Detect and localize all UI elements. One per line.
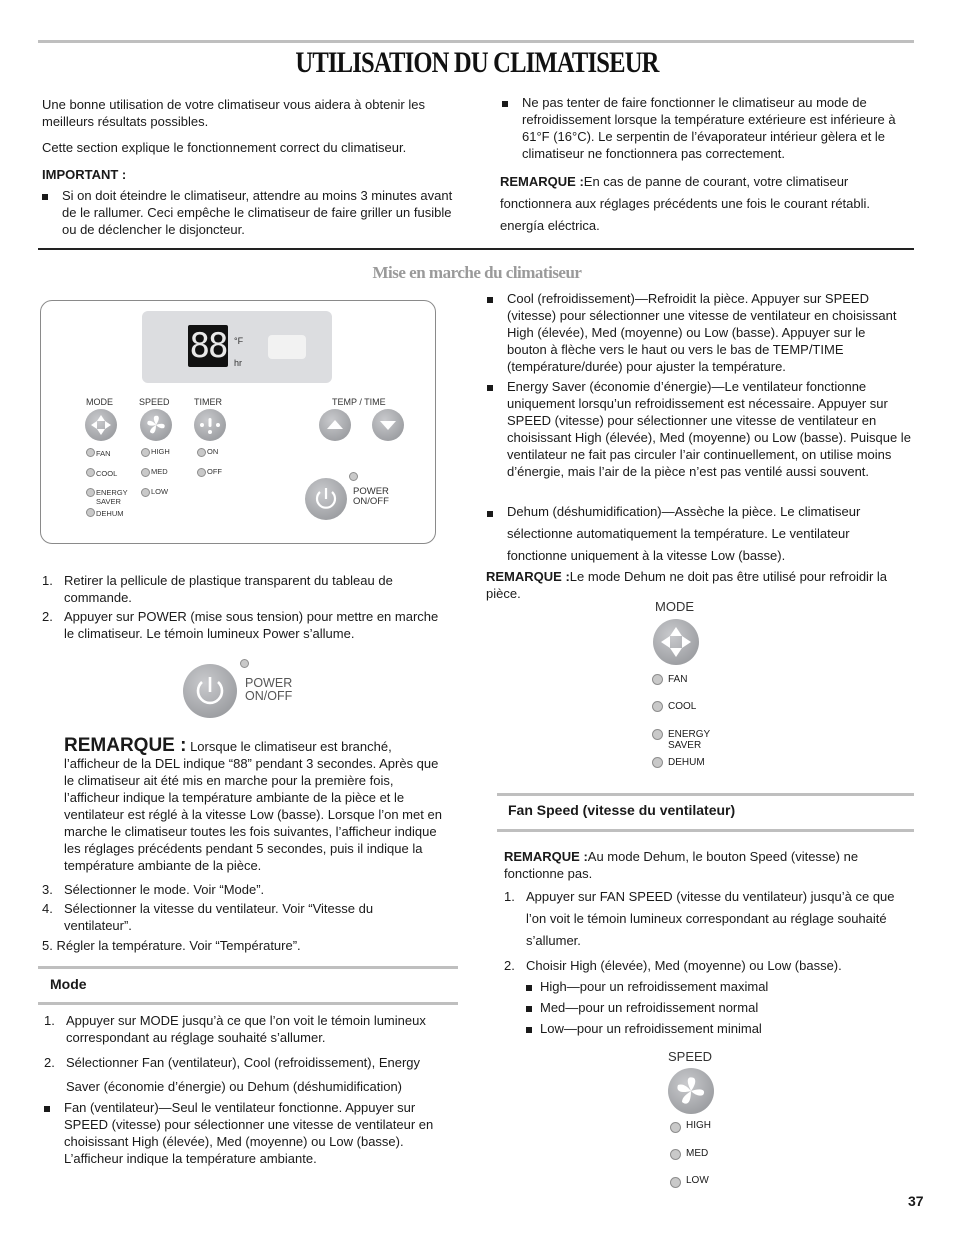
mode-option-fan: FAN [96,449,111,458]
high-speed-bullet: High—pour un refroidissement maximal [526,978,896,995]
speed-button[interactable] [140,409,172,441]
fan-speed-step-2: 2. Choisir High (élevée), Med (moyenne) ou Low (basse). [504,958,842,973]
timer-label: TIMER [194,397,222,407]
timer-off-led [197,468,206,477]
bullet-icon [526,1006,532,1012]
power-icon [183,664,237,718]
speed-option-med: MED [151,467,168,476]
intro-paragraph-2: Cette section explique le fonctionnement correct du climatiseur. [42,140,407,155]
fan-speed-bottom-rule [497,829,914,832]
unit-fahrenheit: °F [234,336,244,346]
dehum-led [86,508,95,517]
fan-speed-step-1: 1. Appuyer sur FAN SPEED (vitesse du ventilateur) jusqu’à ce que l’on voit le témoin lumineux correspondant au réglage souhaité s’allumer. [504,889,895,948]
step-1: 1. Retirer la pellicule de plastique transparent du tableau de commande. [42,573,393,605]
mode-label: MODE [86,397,113,407]
bullet-icon [526,985,532,991]
energy-saver-led [86,488,95,497]
bullet-icon [42,194,48,200]
energy-saver-mode-bullet: Energy Saver (économie d’énergie)—Le ventilateur fonctionne uniquement lorsqu’un refroidissement est nécessaire. Appuyer sur SPEED (vitesse) pour sélectionner une vitesse de ventilateur en choisissant High (élevée), Med (moyenne) ou Low (basse). Puisque le ventilateur ne fait pas circuler l’air continuellement, on utilise moins d’énergie, mais l’air de la pièce n’est pas ventilé aussi souvent. [487,378,917,480]
unit-hours: hr [234,358,243,368]
fan-speed-note: REMARQUE :Au mode Dehum, le bouton Speed (vitesse) ne fonctionne pas. [504,849,859,881]
low-led [141,488,150,497]
mode-step-1: 1. Appuyer sur MODE jusqu’à ce que l’on voit le témoin lumineux correspondant au réglage souhaité s’allumer. [44,1013,426,1045]
important-bullet: Si on doit éteindre le climatiseur, attendre au moins 3 minutes avant de le rallumer. Ceci empêche le climatiseur de faire griller un fusible ou de déclencher le disjoncteur. [42,187,457,238]
med-led [670,1149,681,1160]
dehum-mode-bullet: Dehum (déshumidification)—Assèche la pièce. Le climatiseur sélectionne automatiquement la température. Le ventilateur fonctionne uniquement à la vitesse Low (basse). [487,501,897,567]
lcd-display [142,311,332,383]
med-speed-bullet: Med—pour un refroidissement normal [526,999,896,1016]
mode-option-cool: COOL [96,469,118,478]
step-2: 2. Appuyer sur POWER (mise sous tension) pour mettre en marche le climatiseur. Le témoin lumineux Power s’allume. [42,609,439,641]
mode-illustration-label: MODE [655,599,694,614]
cool-mode-bullet: Cool (refroidissement)—Refroidit la pièce. Appuyer sur SPEED (vitesse) pour sélectionner une vitesse de ventilateur en choisissant High (élevée), Med (moyenne) ou Low (basse). Appuyer sur le bouton à flèche vers le haut ou vers le bas de TEMP/TIME (température/durée) pour ajuster la température. [487,290,907,375]
important-label: IMPORTANT : [42,167,127,182]
speed-option-low: LOW [151,487,169,496]
temperature-warning-bullet: Ne pas tenter de faire fonctionner le climatiseur au mode de refroidissement lorsque la température extérieure est inférieure à 61°F (16°C). Le serpentin de l’évaporateur intérieur gèlera et le climatiseur ne fonctionnera pas correctement. [502,94,917,162]
timer-on-led [197,448,206,457]
power-button-illustration[interactable] [183,664,237,718]
bullet-icon [487,511,493,517]
mode-button-illustration[interactable] [653,619,699,665]
speed-option-med: MED [686,1148,709,1159]
mode-option-fan: FAN [668,674,688,685]
high-led [141,448,150,457]
med-led [141,468,150,477]
step-5: 5. Régler la température. Voir “Température”. [42,938,301,953]
fan-icon [140,409,172,441]
timer-button[interactable] [194,409,226,441]
control-panel-illustration [40,300,436,544]
display-window [268,335,306,359]
speed-option-low: LOW [686,1175,709,1186]
power-icon [305,478,347,520]
timer-option-on: ON [207,447,219,456]
mode-option-dehum: DEHUM [96,509,124,518]
mode-heading: Mode [50,976,87,992]
mode-icon [653,619,699,665]
mode-bottom-rule [38,1002,458,1005]
bullet-icon [44,1106,50,1112]
cool-led [652,701,663,712]
bullet-icon [526,1027,532,1033]
bullet-icon [487,297,493,303]
power-button[interactable] [305,478,347,520]
speed-button-illustration[interactable] [668,1068,714,1114]
power-label: POWER ON/OFF [245,676,293,703]
step-4: 4. Sélectionner la vitesse du ventilateur. Voir “Vitesse du ventilateur”. [42,901,374,933]
mode-top-rule [38,966,458,969]
mode-step-2-continued: Saver (économie d’énergie) ou Dehum (déshumidification) [66,1079,403,1094]
low-speed-bullet: Low—pour un refroidissement minimal [526,1020,896,1037]
power-led [240,659,249,668]
bullet-icon [487,385,493,391]
led-note: REMARQUE : Lorsque le climatiseur est branché, l’afficheur de la DEL indique “88” pendant 3 secondes. Après que le climatiseur ait été mis en marche pour la première fois, l’afficheur indique la température ambiante de la pièce et le ventilateur est réglé à la vitesse Low (basse). Lorsque l’on met en marche le climatiseur toutes les fois suivantes, l’afficheur indique les réglages précédents pendant 5 secondes, puis il indique la température ambiante de la pièce. [64,735,442,873]
page-number: 37 [908,1193,924,1209]
power-led [349,472,358,481]
energy-saver-led [652,729,663,740]
mode-button[interactable] [85,409,117,441]
arrow-up-icon [319,409,351,441]
cool-led [86,468,95,477]
mode-option-dehum: DEHUM [668,757,705,768]
digit-display: 88 [189,326,227,366]
mode-option-energy-saver: ENERGY SAVER [96,488,128,506]
fan-speed-heading: Fan Speed (vitesse du ventilateur) [508,802,736,818]
mode-option-energy-saver: ENERGY SAVER [668,729,711,751]
timer-icon [194,409,226,441]
bullet-icon [502,101,508,107]
section-rule [38,248,914,250]
dehum-note: REMARQUE :Le mode Dehum ne doit pas être utilisé pour refroidir la pièce. [486,569,888,601]
power-outage-note: REMARQUE :En cas de panne de courant, votre climatiseur fonctionnera aux réglages précédents une fois le courant rétabli. energía eléctrica. [500,174,871,233]
temp-down-button[interactable] [372,409,404,441]
speed-option-high: HIGH [686,1120,711,1131]
mode-icon [85,409,117,441]
fan-icon [668,1068,714,1114]
arrow-down-icon [372,409,404,441]
page-title: UTILISATION DU CLIMATISEUR [295,46,659,79]
mode-step-2: 2. Sélectionner Fan (ventilateur), Cool (refroidissement), Energy [44,1055,421,1070]
speed-illustration-label: SPEED [668,1049,713,1064]
mode-option-cool: COOL [668,701,697,712]
speed-label: SPEED [139,397,170,407]
fan-speed-top-rule [497,793,914,796]
temp-up-button[interactable] [319,409,351,441]
temp-time-label: TEMP / TIME [332,397,386,407]
step-3: 3. Sélectionner le mode. Voir “Mode”. [42,882,265,897]
speed-option-high: HIGH [151,447,170,456]
power-label: POWER ON/OFF [353,486,389,507]
section-title: Mise en marche du climatiseur [372,263,582,282]
timer-option-off: OFF [207,467,222,476]
fan-mode-bullet: Fan (ventilateur)—Seul le ventilateur fonctionne. Appuyer sur SPEED (vitesse) pour sélectionner une vitesse de ventilateur en choisissant High (élevée), Med (moyenne) ou Low (basse). L’afficheur indique la température ambiante. [44,1099,449,1167]
top-rule [38,40,914,43]
dehum-led [652,757,663,768]
intro-paragraph-1: Une bonne utilisation de votre climatiseur vous aidera à obtenir les meilleurs résultats possibles. [42,97,425,129]
fan-led [86,448,95,457]
high-led [670,1122,681,1133]
low-led [670,1177,681,1188]
fan-led [652,674,663,685]
